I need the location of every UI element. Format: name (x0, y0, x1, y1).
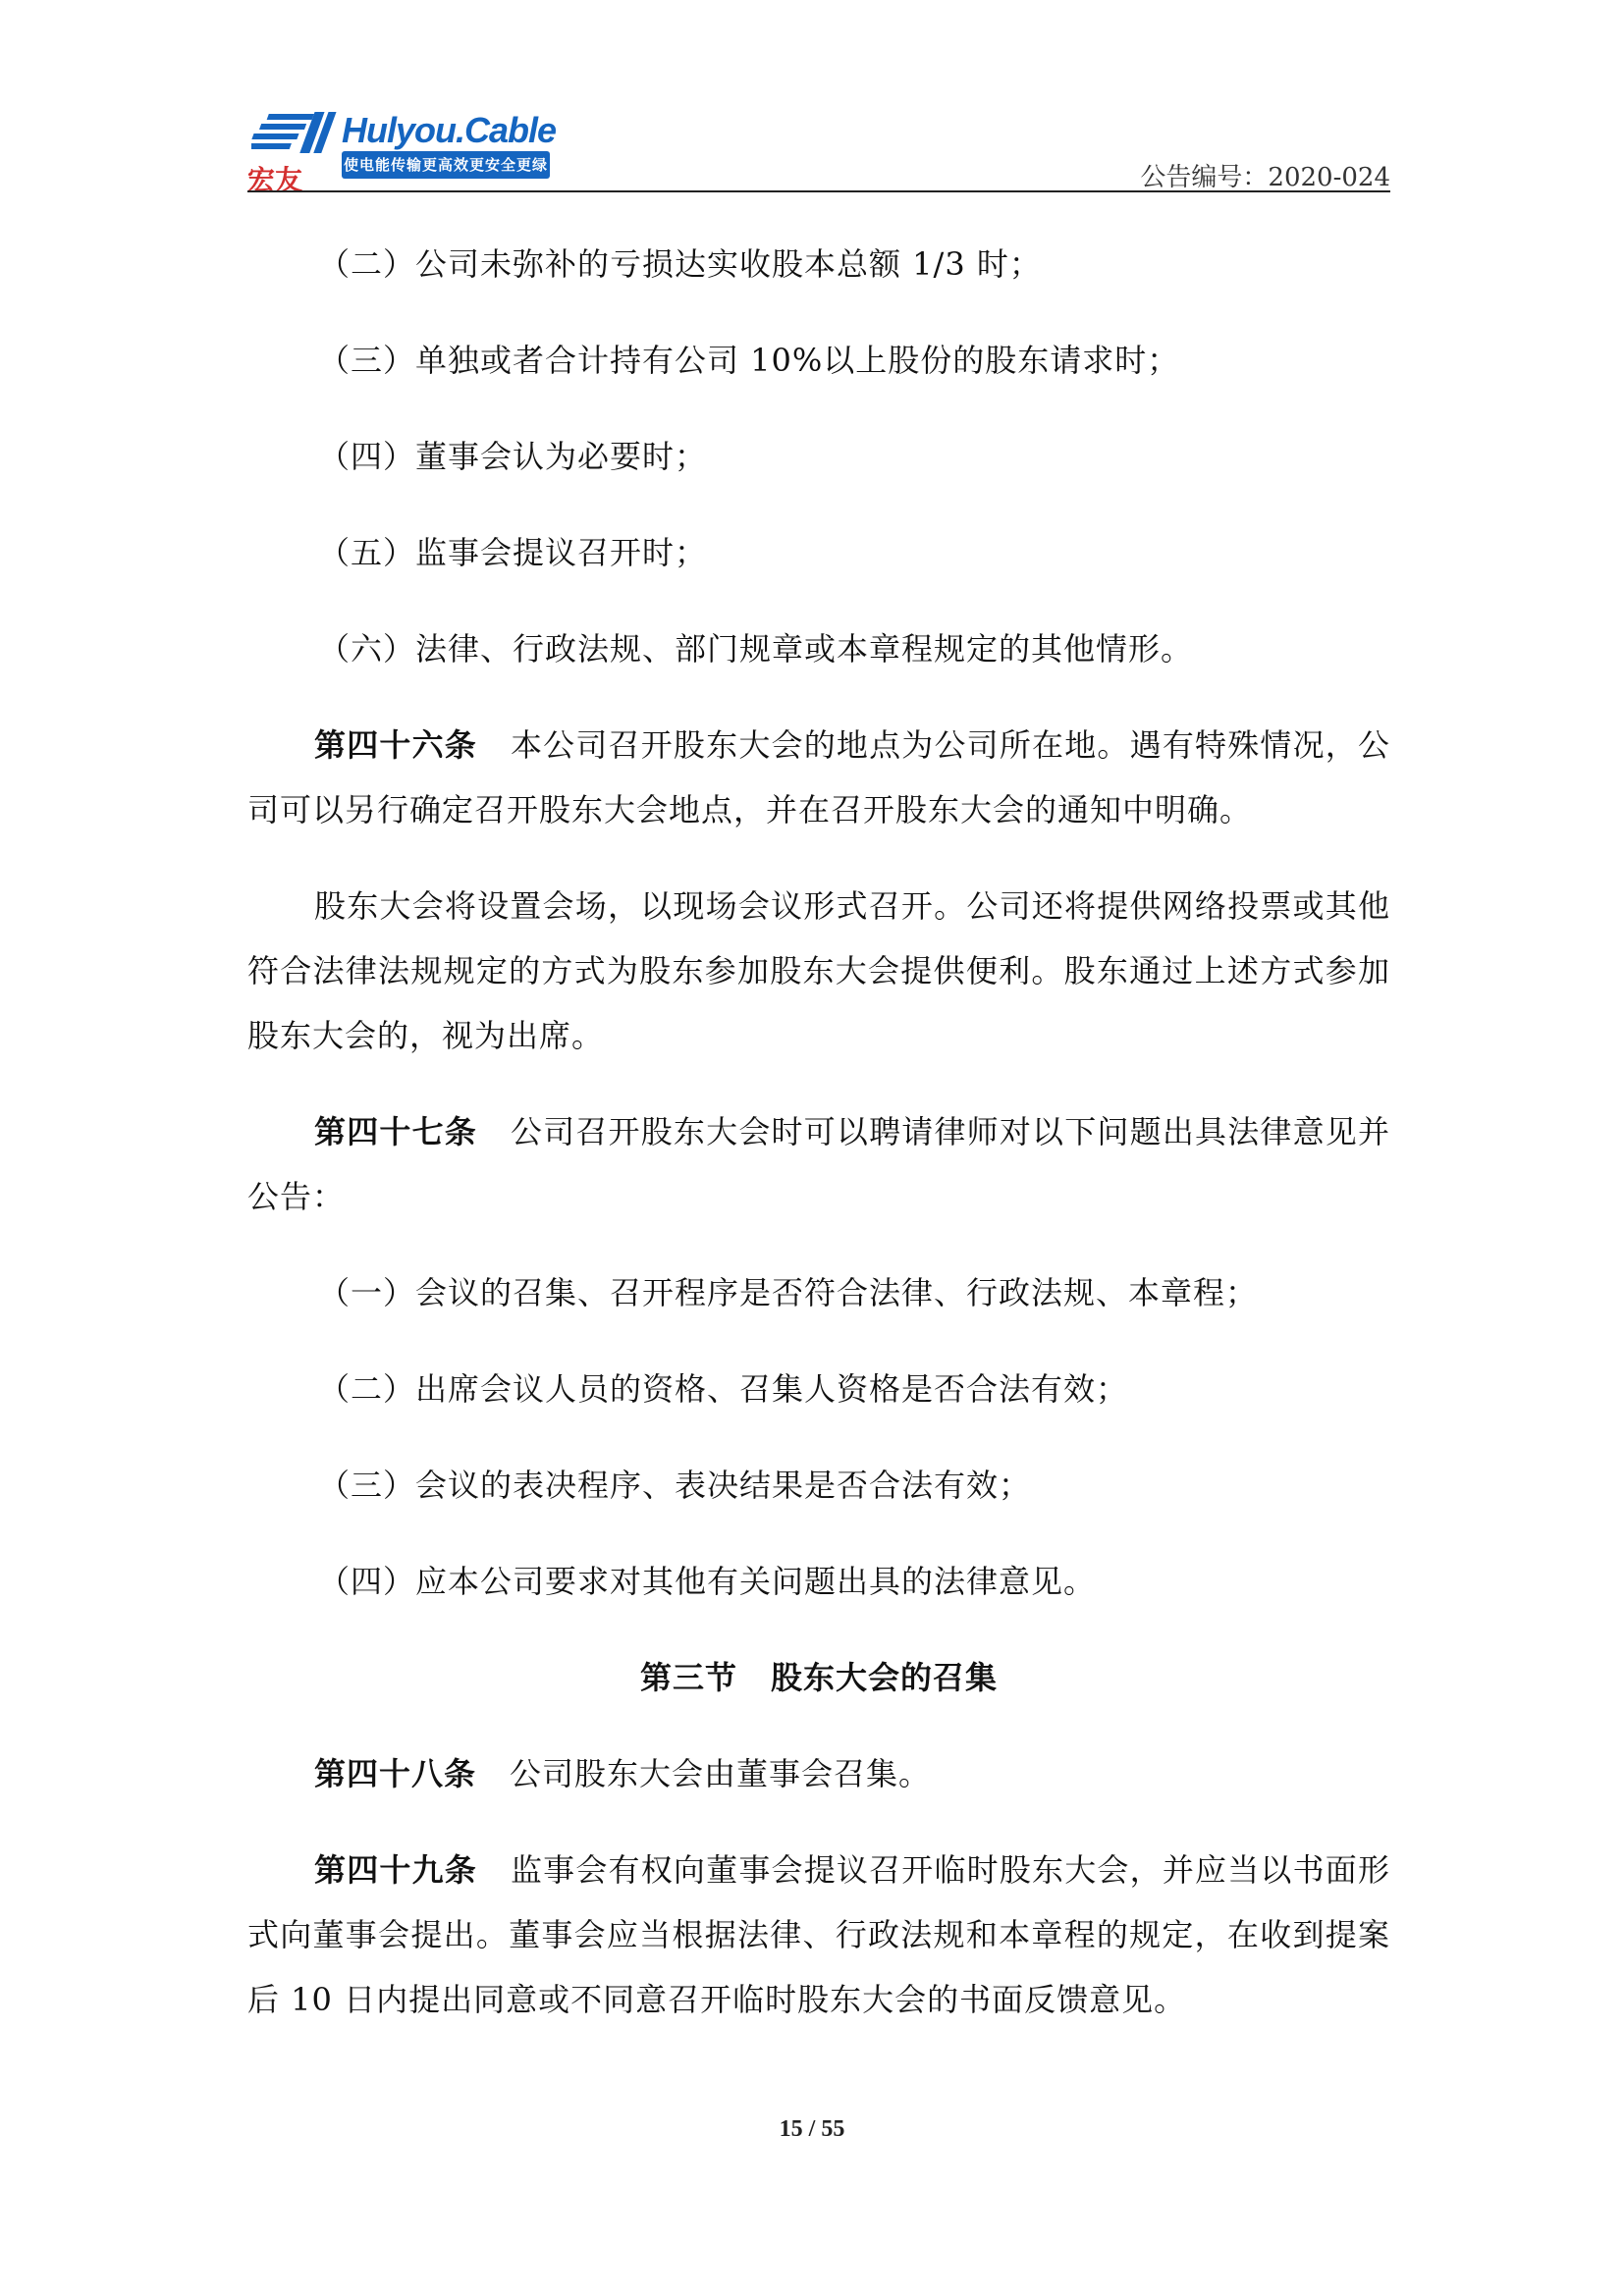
list-item: （六）法律、行政法规、部门规章或本章程规定的其他情形。 (318, 630, 1194, 667)
list-item: （一）会议的召集、召开程序是否符合法律、行政法规、本章程； (318, 1274, 1259, 1311)
article-text: 公司召开股东大会时可以聘请律师对以下问题出具法律意见并公告： (247, 1113, 1390, 1215)
article-48 (247, 1741, 1390, 1806)
list-item: （四）应本公司要求对其他有关问题出具的法律意见。 (318, 1563, 1097, 1600)
document-body (247, 232, 1390, 2063)
logo-mark-icon (251, 108, 340, 163)
logo-wordmark: Hulyou.Cable (342, 110, 557, 150)
article-text: 监事会有权向董事会提议召开临时股东大会，并应当以书面形式向董事会提出。董事会应当根据法律、行政法规和本章程的规定，在收到提案后 10 日内提出同意或不同意召开临时股东大会的书面反馈意见。 (247, 1851, 1390, 2018)
company-logo (247, 108, 562, 201)
article-text: 公司股东大会由董事会召集。 (510, 1755, 932, 1792)
article-title: 第四十七条 (314, 1113, 477, 1150)
article-text: 本公司召开股东大会的地点为公司所在地。遇有特殊情况，公司可以另行确定召开股东大会地点，并在召开股东大会的通知中明确。 (247, 726, 1390, 828)
list-item: （五）监事会提议召开时； (318, 534, 708, 571)
logo-chinese-name: 宏友 (247, 164, 303, 196)
page-header (247, 108, 1390, 201)
article-47 (247, 1099, 1390, 1229)
paragraph: 股东大会将设置会场，以现场会议形式召开。公司还将提供网络投票或其他符合法律法规规定的方式为股东参加股东大会提供便利。股东通过上述方式参加股东大会的，视为出席。 (247, 887, 1390, 1054)
page-number: 15 / 55 (779, 2116, 845, 2142)
article-title: 第四十八条 (314, 1755, 477, 1792)
article-49 (247, 1838, 1390, 2032)
logo-tagline: 使电能传输更高效更安全更绿色 (342, 151, 550, 179)
list-item: （四）董事会认为必要时； (318, 438, 708, 475)
article-title: 第四十六条 (314, 726, 477, 764)
header-divider (247, 190, 1390, 192)
list-item: （三）会议的表决程序、表决结果是否合法有效； (318, 1467, 1032, 1504)
section-heading (247, 1645, 1390, 1710)
announcement-number: 公告编号：2020-024 (1140, 163, 1390, 192)
section-title: 股东大会的召集 (771, 1659, 999, 1696)
list-item: （二）出席会议人员的资格、召集人资格是否合法有效； (318, 1370, 1129, 1408)
article-46 (247, 713, 1390, 842)
list-item: （二）公司未弥补的亏损达实收股本总额 1/3 时； (318, 245, 1042, 283)
article-title: 第四十九条 (314, 1851, 477, 1889)
section-number: 第三节 (639, 1659, 737, 1696)
list-item: （三）单独或者合计持有公司 10%以上股份的股东请求时； (318, 342, 1180, 379)
